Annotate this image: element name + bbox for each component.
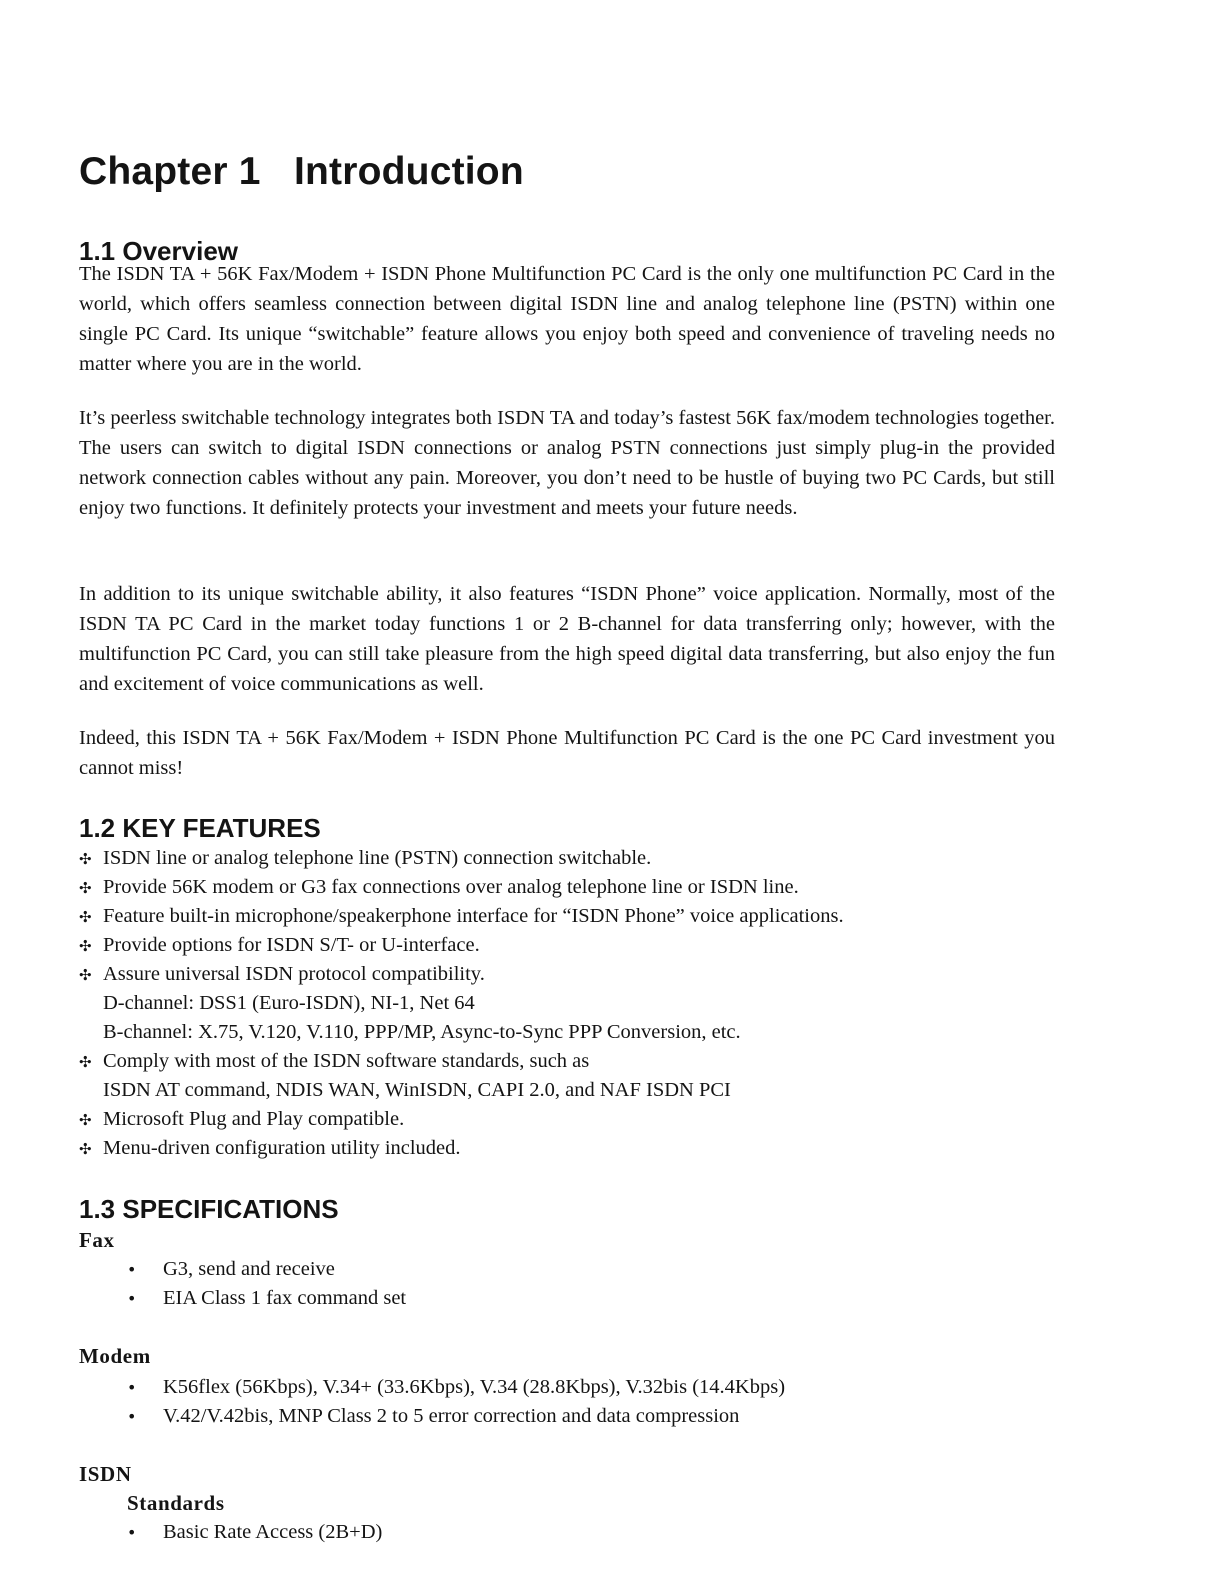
spec-item: • EIA Class 1 fax command set (127, 1284, 406, 1313)
feature-item: ✣ Provide options for ISDN S/T- or U-interface. (79, 931, 480, 961)
feature-subline: B-channel: X.75, V.120, V.110, PPP/MP, Async-to-Sync PPP Conversion, etc. (103, 1021, 741, 1043)
spec-item: • G3, send and receive (127, 1255, 335, 1284)
diamond-bullet-icon: ✣ (79, 879, 92, 897)
diamond-bullet-icon: ✣ (79, 937, 92, 955)
feature-item: ✣ Comply with most of the ISDN software standards, such as (79, 1047, 589, 1077)
features-heading: 1.2 KEY FEATURES (79, 813, 321, 843)
dot-bullet-icon: • (127, 1378, 137, 1397)
diamond-bullet-icon: ✣ (79, 1140, 92, 1158)
spec-item: • K56flex (56Kbps), V.34+ (33.6Kbps), V.34 (28.8Kbps), V.32bis (14.4Kbps) (127, 1373, 785, 1402)
specs-heading: 1.3 SPECIFICATIONS (79, 1194, 339, 1224)
overview-paragraph-4: Indeed, this ISDN TA + 56K Fax/Modem + ISDN Phone Multifunction PC Card is the one PC Card investment you cannot miss! (79, 727, 1055, 779)
overview-paragraph-2: It’s peerless switchable technology integrates both ISDN TA and today’s fastest 56K fax/modem technologies together. The users can switch to digital ISDN connections or analog PSTN connections just simply plug-in the provided network connection cables without any pain. Moreover, you don’t need to be hustle of buying two PC Cards, but still enjoy two functions. It definitely protects your investment and meets your future needs. (79, 407, 1055, 519)
spec-isdn-label: ISDN (79, 1462, 132, 1486)
feature-subline: ISDN AT command, NDIS WAN, WinISDN, CAPI 2.0, and NAF ISDN PCI (103, 1079, 731, 1101)
dot-bullet-icon: • (127, 1289, 137, 1308)
spec-item: • V.42/V.42bis, MNP Class 2 to 5 error correction and data compression (127, 1402, 739, 1431)
feature-item: ✣ Assure universal ISDN protocol compatibility. (79, 960, 485, 990)
dot-bullet-icon: • (127, 1523, 137, 1542)
feature-item: ✣ ISDN line or analog telephone line (PSTN) connection switchable. (79, 844, 651, 874)
spec-modem-label: Modem (79, 1344, 151, 1368)
dot-bullet-icon: • (127, 1407, 137, 1426)
diamond-bullet-icon: ✣ (79, 966, 92, 984)
feature-item: ✣ Provide 56K modem or G3 fax connections over analog telephone line or ISDN line. (79, 873, 799, 903)
chapter-number: Chapter 1 (79, 150, 261, 193)
dot-bullet-icon: • (127, 1260, 137, 1279)
overview-paragraph-1: The ISDN TA + 56K Fax/Modem + ISDN Phone Multifunction PC Card is the only one multifunction PC Card in the world, which offers seamless connection between digital ISDN line and analog telephone line (PSTN) within one single PC Card. Its unique “switchable” feature allows you enjoy both speed and convenience of traveling needs no matter where you are in the world. (79, 263, 1055, 375)
feature-subline: D-channel: DSS1 (Euro-ISDN), NI-1, Net 64 (103, 992, 475, 1014)
spec-standards-label: Standards (127, 1491, 225, 1515)
feature-item: ✣ Menu-driven configuration utility included. (79, 1134, 461, 1164)
chapter-name: Introduction (294, 150, 524, 193)
spec-fax-label: Fax (79, 1228, 115, 1252)
diamond-bullet-icon: ✣ (79, 908, 92, 926)
feature-item: ✣ Feature built-in microphone/speakerphone interface for “ISDN Phone” voice applications. (79, 902, 844, 932)
feature-item: ✣ Microsoft Plug and Play compatible. (79, 1105, 404, 1135)
chapter-title (79, 150, 524, 194)
diamond-bullet-icon: ✣ (79, 850, 92, 868)
diamond-bullet-icon: ✣ (79, 1111, 92, 1129)
overview-paragraph-3: In addition to its unique switchable ability, it also features “ISDN Phone” voice application. Normally, most of the ISDN TA PC Card in the market today functions 1 or 2 B-channel for data transferring only; however, with the multifunction PC Card, you can still take pleasure from the high speed digital data transferring, but also enjoy the fun and excitement of voice communications as well. (79, 583, 1055, 695)
diamond-bullet-icon: ✣ (79, 1053, 92, 1071)
spec-item: • Basic Rate Access (2B+D) (127, 1518, 382, 1547)
overview-heading: 1.1 Overview (79, 236, 238, 266)
